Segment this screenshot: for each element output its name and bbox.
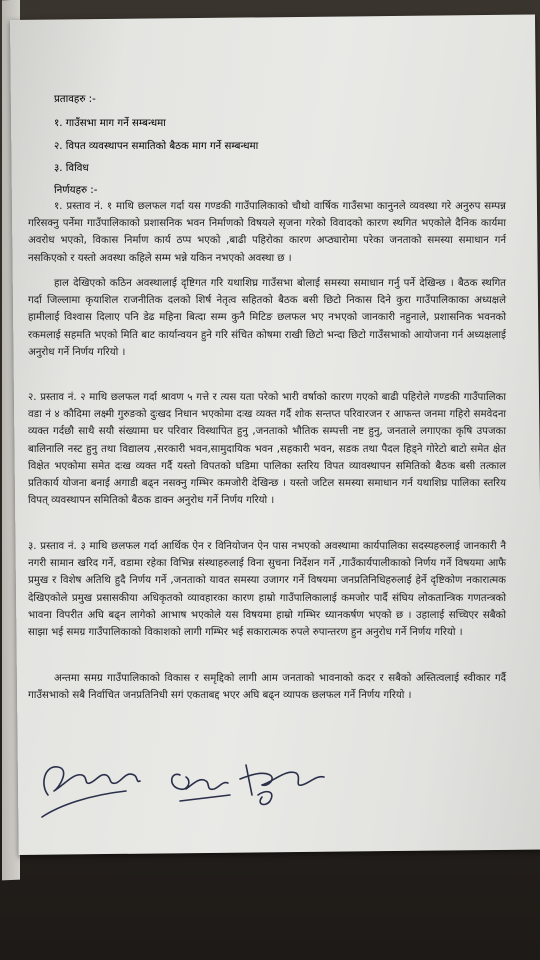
agenda-item-2: २. विपत व्यवस्थापन समातिको बैठक माग गर्ने सम्बन्धमा xyxy=(54,141,259,152)
agenda-item-1: १. गाउँसभा माग गर्ने सम्बन्धमा xyxy=(54,118,166,129)
decision-paragraph-3: ३. प्रस्ताव नं. ३ माथि छलफल गर्दा आर्थिक ऐन र विनियोजन ऐन पास नभएको अवस्थामा कार्यपालिका सदस्यहरुलाई जानकारी नै नगरी सामान खरिद गर्ने, वडामा रहेका विभिन्न संस्थाहरुलाई विना सुचना निर्देशन गर्ने ,गाउँकार्यपालीकाको निर्णय गर्ने विषयमा आफै प्रमुख र विशेष अतिथि हुदै निर्णय गर्ने ,जनताको यावत समस्या उजागर गर्ने विषयमा जनप्रतिनिधिहरुलाई हेर्ने दृष्टिकोण नकारात्मक देखिएकोले प्रमुख प्रसासकीया अधिकृतको व्यावहारका कारण हाम्रो गाउँपालिकालाई कमजोर पार्दै संघिय लोकतान्त्रिक गणतन्त्रको भावना विपरीत अघि बढ्न लागेको आभाष भएकोले यस विषयमा हाम्रो गम्भिर ध्यानकर्षण भएको छ । उहालाई सच्चिएर सबैको साझा भई समग्र गाउँपालिकाको विकाशको लागी गम्भिर भई सकारात्मक रुपले रुपान्तरण हुन अनुरोध गर्ने निर्णय गरियो । xyxy=(28,541,506,639)
signature-4 xyxy=(258,792,272,805)
closing-paragraph: अन्तमा समग्र गाउँपालिकाको विकास र समृद्दिको लागी आम जनताको भावनाको कदर र सबैको अस्तित्वलाई स्वीकार गर्दै गाउँसभाको सबै निर्वाचित जनप्रतिनिधी सगं एकताबद्द भएर अघि बढ्न व्यापक छलफल गर्ने निर्णय गरियो । xyxy=(28,673,506,702)
decision-paragraph-2: २. प्रस्ताव नं. २ माथि छलफल गर्दा श्रावण ५ गत्ते र त्यस यता परेको भारी वर्षाको कारण गएको बाढी पहिरोले गण्डकी गाउँपालिका वडा नं ४ कौदिमा लक्ष्मी गुरुङको दुःखद निधान भएकोमा दःख व्यक्त गर्दै शोक सन्तप्त परिवारजन र आफन्त जनमा गहिरो समवेदना व्यक्त गर्दछौ साथै सयौ संख्यामा घर परिवार विस्थापित हुनु ,जनताको भौतिक सम्पत्ती नष्ट हुनु, जनताले लगाएका कृषि उपजका बालिनालि नस्ट हुनु तथा विद्यालय ,सरकारी भवन,सामुदायिक भवन ,सहकारी भवन, सडक तथा पैदल हिड्ने गोरेटो बाटो समेत क्षेत विक्षेत भएकोमा समेत दःख व्यक्त गर्दै यस्तो विपतको घडिमा पालिका स्तरिय विपत व्यावस्थापन समितिको बैठक बसी तत्काल प्रतिकार्य योजना बनाई अगाडी बढ्न नसक्नु गम्भिर कमजोरी देखिन्छ । यस्तो जटिल समस्या समाधान गर्न यथाशिघ्र पालिका स्तरिय विपत् व्यवस्थापन समितिको बैठक डाक्न अनुरोध गर्ने निर्णय गरियो । xyxy=(28,392,506,507)
signature-3 xyxy=(240,765,324,795)
handwritten-signatures xyxy=(30,725,330,835)
decision-paragraph-1-continued: हाल देखिएको कठिन अवस्थालाई दृष्टिगत गरि यथाशिघ्र गाउँसभा बोलाई समस्या समाधान गर्नु पर्ने देखिन्छ । बैठक स्थगित गर्दा जिल्लामा कृयाशिल राजनीतिक दलको शिर्ष नेतृत्व सहितको बैठक बसी छिटो निकास दिने कुरा गाउँपालिकाका अध्यक्षले हामीलाई विश्वास दिलाए पनि डेढ महिना बित्दा सम्म कुनै मिटिङ छलफल भए नभएको जानकारी नहुनाले, प्रशासनिक भवनको रकमलाई सहमति भएको मिति बाट कार्यान्वयन हुने गरि संचित कोषमा राखी छिटो भन्दा छिटो गाउँसभाको आयोजना गर्न अध्यक्षलाई अनुरोध गर्ने निर्णय गरियो । xyxy=(28,278,506,358)
signature-2 xyxy=(172,774,230,801)
decisions-heading: निर्णयहरु :- xyxy=(54,185,98,196)
decision-paragraph-1: १. प्रस्ताव नं. १ माथि छलफल गर्दा यस गण्डकी गाउँपालिकाको चौथो वार्षिक गाउँसभा कानुनले व्यवस्था गरे अनुरुप सम्पन्न गरिसक्नु पर्नेमा गाउँपालिकाको प्रशासनिक भवन निर्माणको विषयले सृजना गरेको विवादको कारण स्थगित भएकोले दैनिक कार्यमा अवरोध भएको, विकास निर्माण कार्य ठप्प भएको ,बाढी पहिरोका कारण अप्ठ्यारोमा परेका जनताको समस्या समाधान गर्न नसकिएको र यस्तो अवस्था कहिले सम्म भन्ने यकिन नभएको अवस्था छ । xyxy=(28,201,506,264)
agenda-heading: प्रतावहरु :- xyxy=(54,94,96,105)
signature-1 xyxy=(42,767,140,817)
agenda-item-3: ३. विविध xyxy=(54,163,89,174)
